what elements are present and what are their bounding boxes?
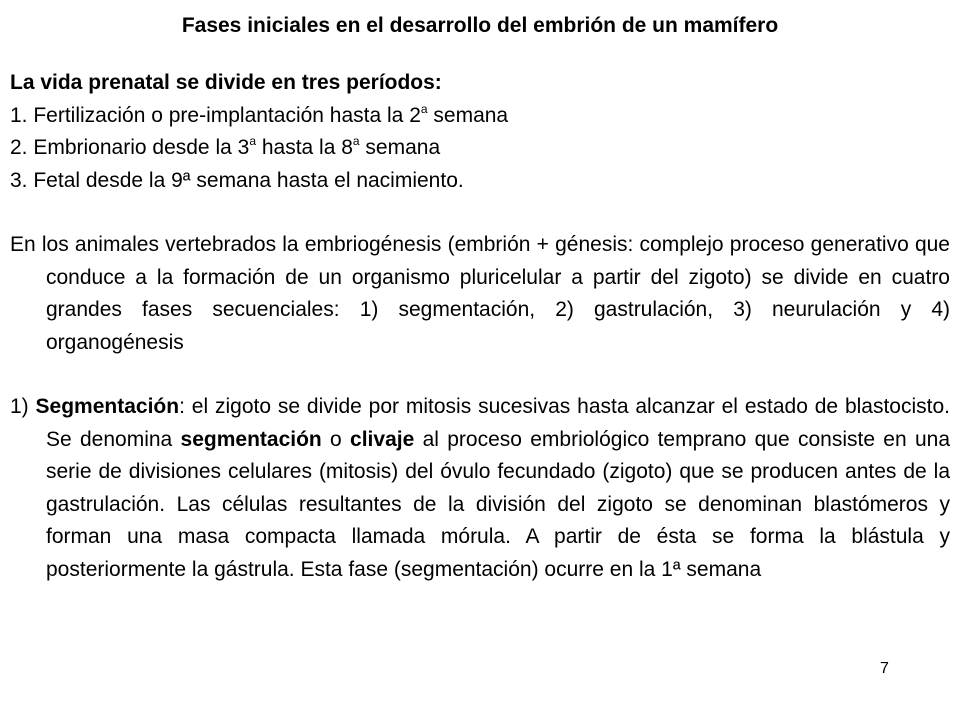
period-2-text: 2. Embrionario desde la 3 (10, 136, 250, 159)
periods-heading: La vida prenatal se divide en tres períodos: (10, 71, 442, 94)
period-item-2 (10, 132, 950, 165)
segmentation-paragraph (10, 391, 950, 586)
prenatal-periods (10, 67, 950, 197)
segmentation-term-2: segmentación (180, 427, 322, 451)
clivaje-term: clivaje (350, 427, 415, 451)
segmentation-number: 1) (10, 395, 36, 418)
period-2-ordinal-start: a (249, 134, 256, 148)
segmentation-text-1: : el zigoto se divide por mitosis sucesivas hasta alcanzar el estado de blastocisto. Se denomina (46, 395, 951, 451)
period-item-1 (10, 100, 950, 133)
slide-title: Fases iniciales en el desarrollo del embrión de un mamífero (181, 14, 779, 37)
period-item-3: 3. Fetal desde la 9ª semana hasta el nacimiento. (10, 168, 464, 192)
period-1-ordinal: a (420, 101, 428, 116)
segmentation-text-2: o (321, 427, 351, 451)
period-1-suffix: semana (427, 103, 509, 127)
period-2-suffix: semana (359, 136, 441, 159)
segmentation-text-3: al proceso embriológico temprano que consiste en una serie de divisiones celulares (mitosis) del óvulo fecundado (zigoto) que se producen antes de la gastrulación. Las células resultantes de la división del zigoto se denominan blastómeros y forman una masa compacta llamada mórula. A partir de ésta se forma la blástula y posteriormente la gástrula. Esta fase (segmentación) ocurre en la 1ª semana (46, 427, 950, 581)
embryogenesis-paragraph: En los animales vertebrados la embriogénesis (embrión + génesis: complejo proceso generativo que conduce a la formación de un organismo pluricelular a partir del zigoto) se divide en cuatro grandes fases secuenciales: 1) segmentación, 2) gastrulación, 3) neurulación y 4) organogénesis (10, 233, 950, 354)
period-1-text: 1. Fertilización o pre-implantación hasta la 2 (10, 103, 421, 127)
segmentation-term: Segmentación (35, 395, 180, 418)
period-2-ordinal-end: a (352, 134, 360, 148)
period-2-mid: hasta la 8 (256, 136, 353, 159)
page-number: 7 (880, 660, 889, 677)
